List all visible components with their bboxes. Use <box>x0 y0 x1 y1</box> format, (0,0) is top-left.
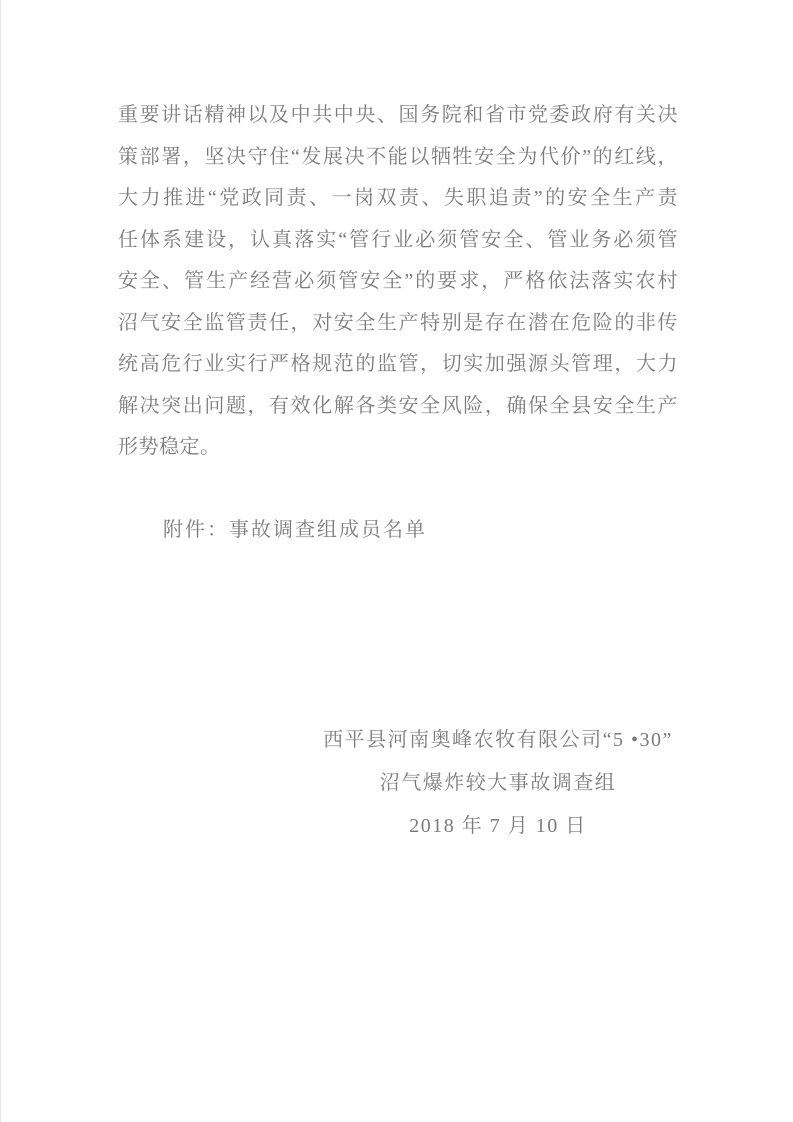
signature-organization-line1: 西平县河南奥峰农牧有限公司“5 •30” <box>323 729 673 751</box>
attachment-note: 附件：事故调查组成员名单 <box>163 519 427 541</box>
signature-organization-line2: 沼气爆炸较大事故调查组 <box>379 772 617 794</box>
body-line: 大力推进“党政同责、一岗双责、失职追责”的安全生产责 <box>118 187 678 209</box>
body-line: 重要讲话精神以及中共中央、国务院和省市党委政府有关决 <box>118 104 678 126</box>
signature-block <box>201 719 793 848</box>
body-line: 解决突出问题，有效化解各类安全风险，确保全县安全生产 <box>118 394 678 417</box>
body-paragraph <box>118 95 678 469</box>
body-line: 沼气安全监管责任，对安全生产特别是存在潜在危险的非传 <box>118 311 678 334</box>
body-line: 形势稳定。 <box>118 436 221 458</box>
body-line: 任体系建设，认真落实“管行业必须管安全、管业务必须管 <box>118 228 678 251</box>
body-line: 安全、管生产经营必须管安全”的要求，严格依法落实农村 <box>118 270 678 292</box>
body-line: 统高危行业实行严格规范的监管，切实加强源头管理，大力 <box>118 353 678 375</box>
signature-date: 2018 年 7 月 10 日 <box>409 815 587 837</box>
body-line: 策部署，坚决守住“发展决不能以牺牲安全为代价”的红线， <box>118 145 678 168</box>
